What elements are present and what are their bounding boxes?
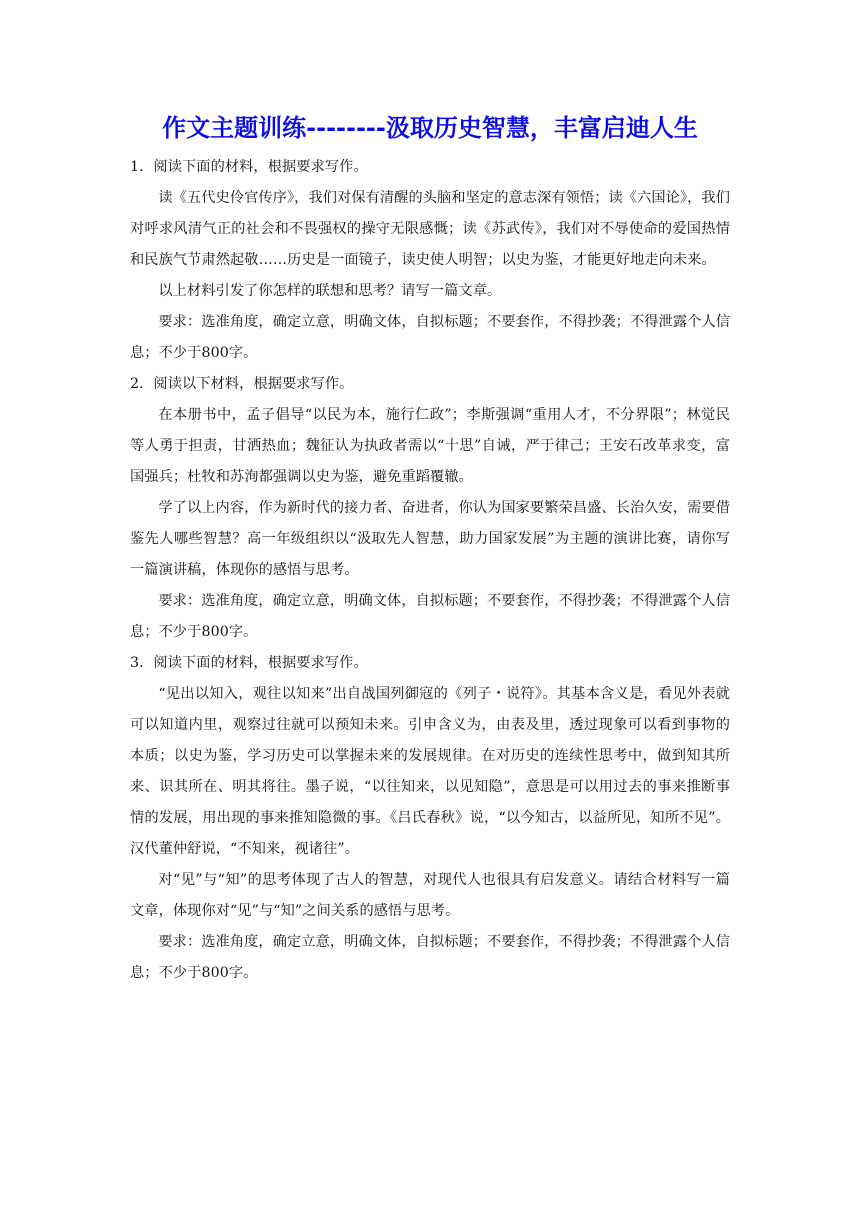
question-1-heading: 1．阅读下面的材料，根据要求写作。 — [130, 159, 368, 175]
question-2-material: 在本册书中，孟子倡导“以民为本，施行仁政”；李斯强调“重用人才，不分界限”；林觉民等人勇于担责，甘洒热血；魏征认为执政者需以“十思”自诫，严于律己；王安石改革求变，富国强兵；杜牧和苏洵都强调以史为鉴，避免重蹈覆辙。 — [130, 407, 730, 485]
question-2-prompt: 学了以上内容，作为新时代的接力者、奋进者，你认为国家要繁荣昌盛、长治久安，需要借鉴先人哪些智慧？高一年级组织以“汲取先人智慧，助力国家发展”为主题的演讲比赛，请你写一篇演讲稿，体现你的感悟与思考。 — [130, 500, 730, 578]
question-3-prompt: 对“见”与“知”的思考体现了古人的智慧，对现代人也很具有启发意义。请结合材料写一篇文章，体现你对“见”与“知”之间关系的感悟与思考。 — [130, 872, 730, 919]
question-3-heading: 3．阅读下面的材料，根据要求写作。 — [130, 655, 368, 671]
document-body — [130, 152, 730, 989]
question-1-prompt: 以上材料引发了你怎样的联想和思考？请写一篇文章。 — [158, 283, 502, 299]
question-3-requirements: 要求：选准角度，确定立意，明确文体，自拟标题；不要套作，不得抄袭；不得泄露个人信息；不少于800字。 — [130, 934, 730, 981]
question-1-material: 读《五代史伶官传序》，我们对保有清醒的头脑和坚定的意志深有领悟；读《六国论》，我们对呼求风清气正的社会和不畏强权的操守无限感慨；读《苏武传》，我们对不辱使命的爱国热情和民族气节肃然起敬……历史是一面镜子，读史使人明智；以史为鉴，才能更好地走向未来。 — [130, 190, 730, 268]
document-title: 作文主题训练--------汲取历史智慧，丰富启迪人生 — [162, 114, 698, 142]
question-2-heading: 2．阅读以下材料，根据要求写作。 — [130, 376, 354, 392]
question-1-requirements: 要求：选准角度，确定立意，明确文体，自拟标题；不要套作，不得抄袭；不得泄露个人信息；不少于800字。 — [130, 314, 730, 361]
question-3-material: “见出以知入，观往以知来”出自战国列御寇的《列子・说符》。其基本含义是，看见外表就可以知道内里，观察过往就可以预知未来。引申含义为，由表及里，透过现象可以看到事物的本质；以史为鉴，学习历史可以掌握未来的发展规律。在对历史的连续性思考中，做到知其所来、识其所在、明其将往。墨子说，“以往知来，以见知隐”，意思是可以用过去的事来推断事情的发展，用出现的事来推知隐微的事。《吕氏春秋》说，“以今知古，以益所见，知所不见”。汉代董仲舒说，“不知来，视诸往”。 — [130, 686, 730, 857]
question-2-requirements: 要求：选准角度，确定立意，明确文体，自拟标题；不要套作，不得抄袭；不得泄露个人信息；不少于800字。 — [130, 593, 730, 640]
